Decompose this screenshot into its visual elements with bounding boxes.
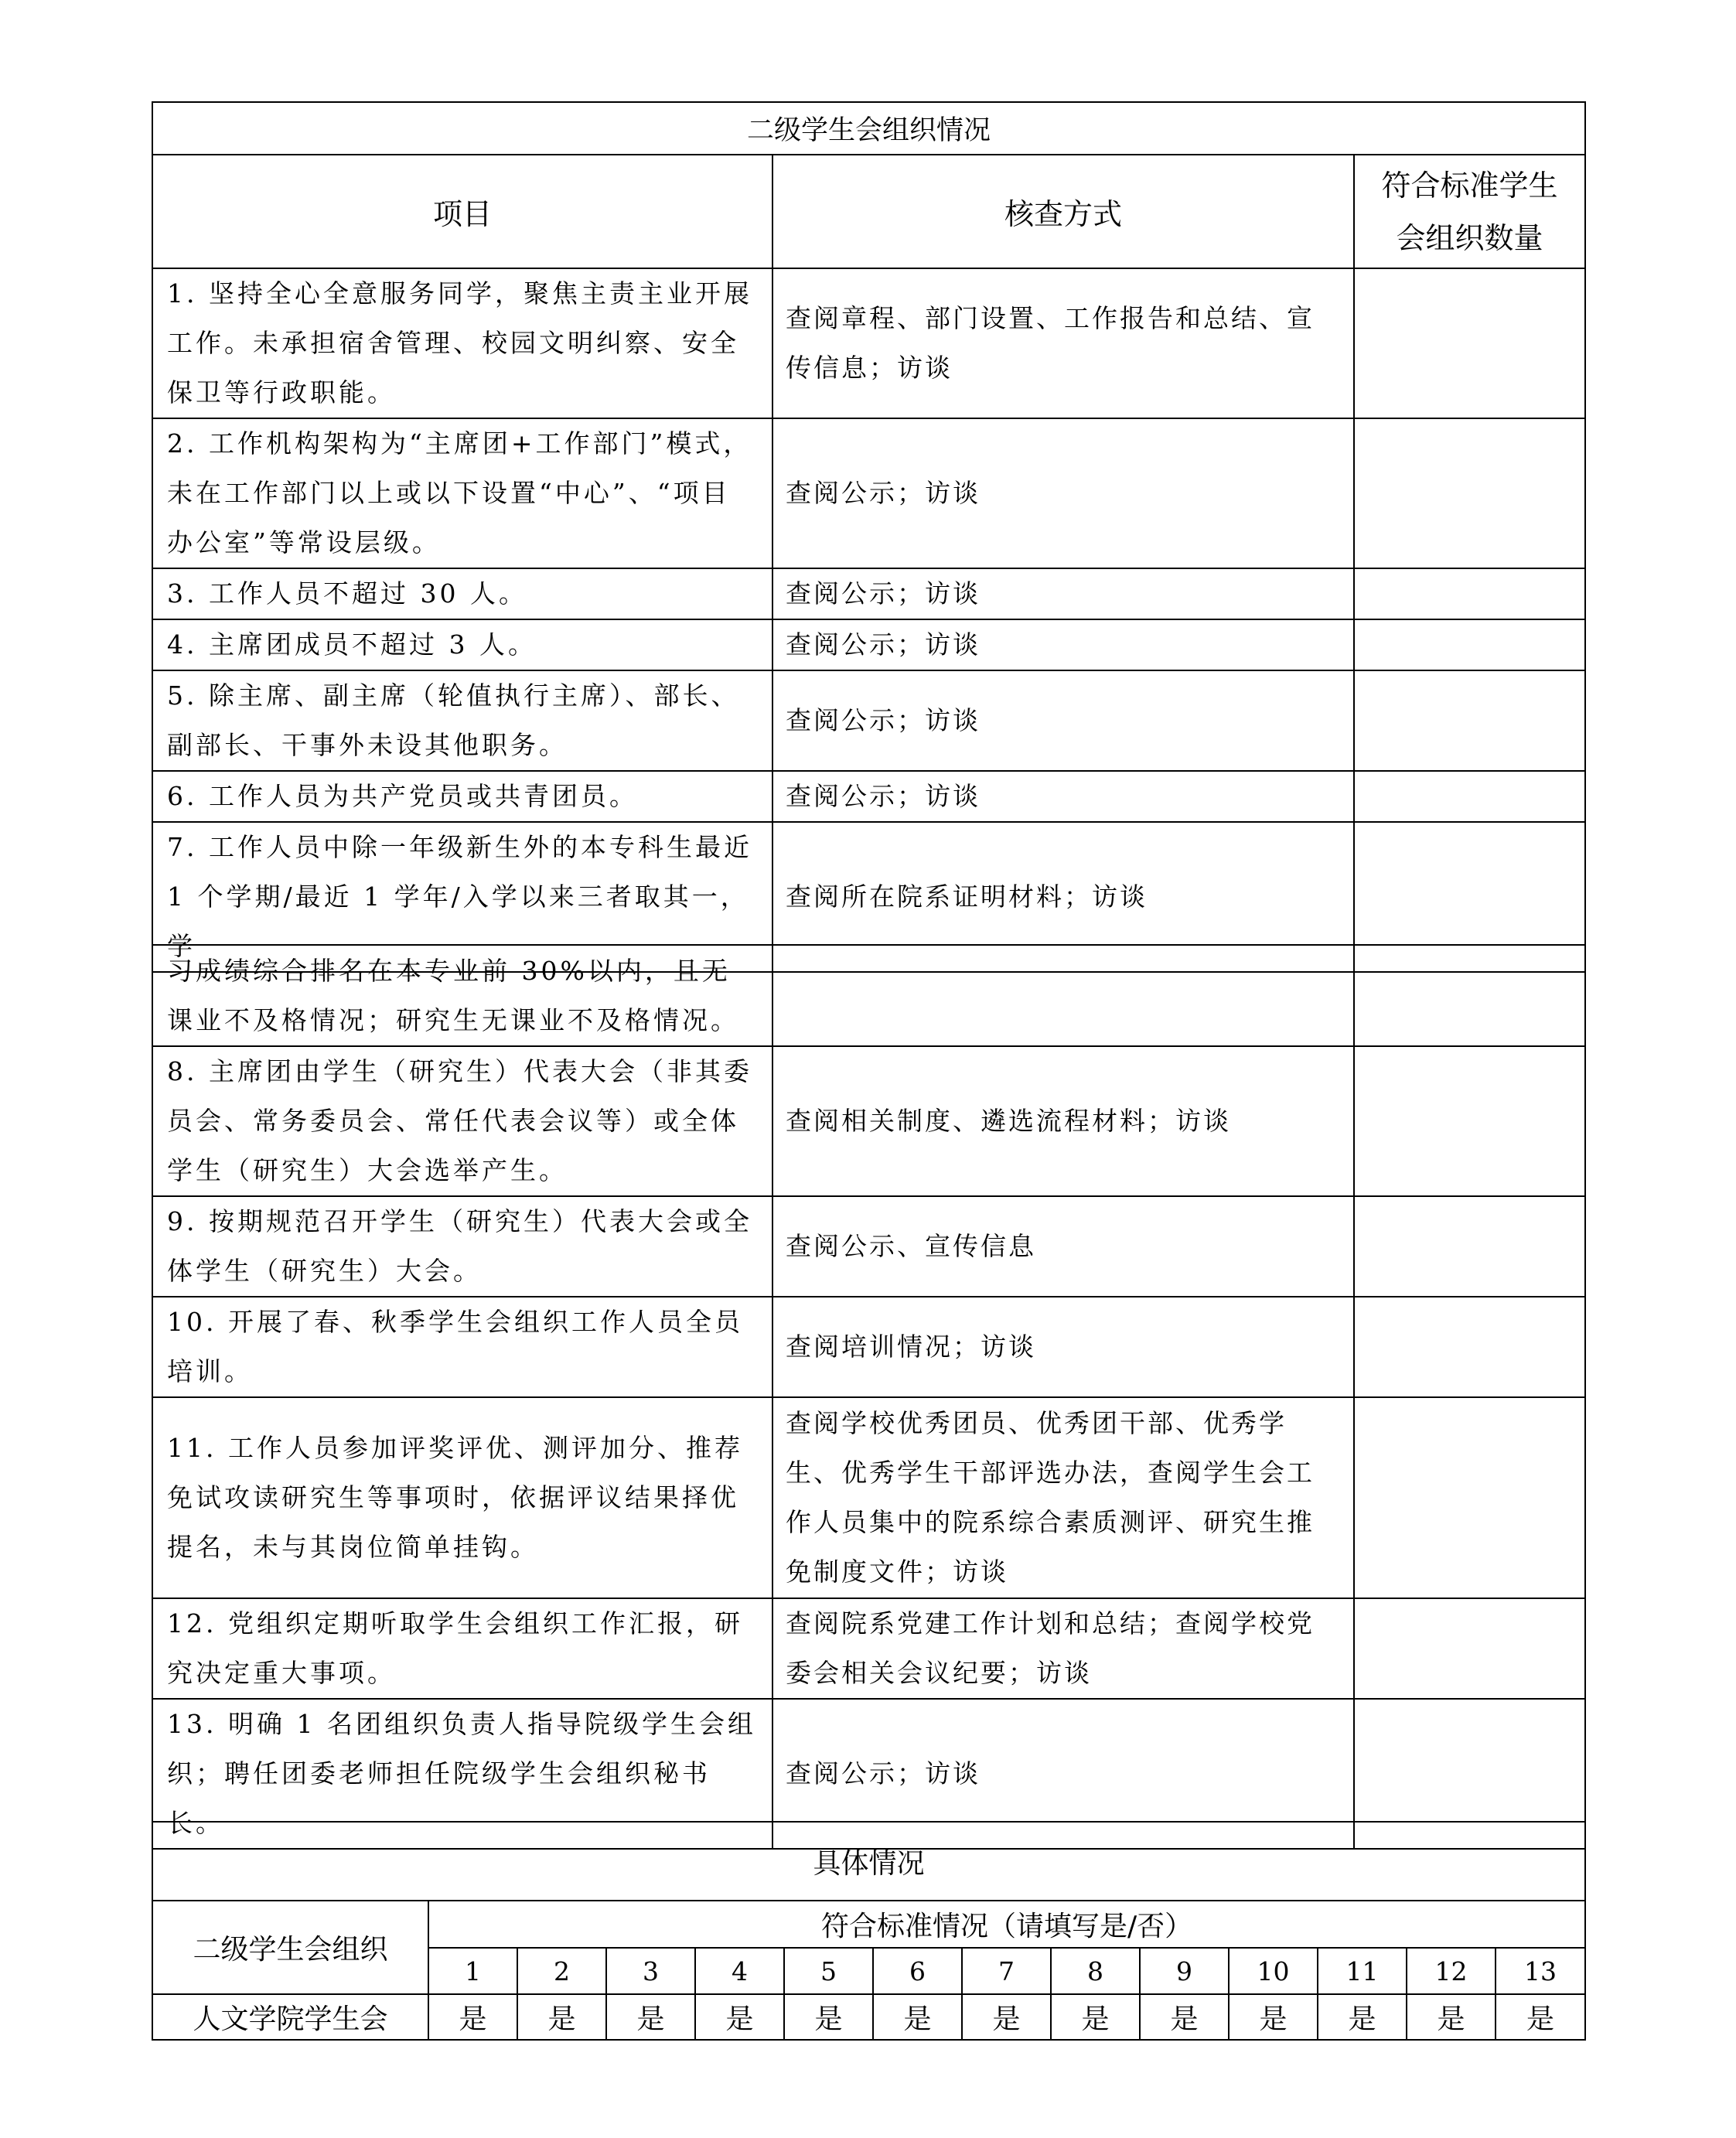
method-text: 查阅公示；访谈 <box>773 619 1354 670</box>
method-text <box>773 945 1354 1046</box>
criterion-number: 7 <box>962 1948 1051 1994</box>
table-row <box>152 418 1585 568</box>
criterion-number: 9 <box>1140 1948 1229 1994</box>
criterion-number: 5 <box>784 1948 873 1994</box>
detail-table <box>152 1821 1586 2041</box>
answer-cell[interactable]: 是 <box>1140 1994 1229 2040</box>
detail-title: 具体情况 <box>152 1822 1585 1901</box>
criterion-number: 13 <box>1496 1948 1585 1994</box>
method-text: 查阅公示；访谈 <box>773 568 1354 619</box>
org-name: 人文学院学生会 <box>152 1994 428 2040</box>
item-text: 13. 明确 1 名团组织负责人指导院级学生会组织；聘任团委老师担任院级学生会组织秘书长。 <box>152 1699 773 1849</box>
item-text: 习成绩综合排名在本专业前 30%以内，且无课业不及格情况；研究生无课业不及格情况。 <box>152 945 773 1046</box>
method-text: 查阅公示；访谈 <box>773 771 1354 822</box>
criterion-number: 12 <box>1407 1948 1496 1994</box>
count-cell[interactable] <box>1354 1297 1585 1397</box>
item-text: 1. 坚持全心全意服务同学，聚焦主责主业开展工作。未承担宿舍管理、校园文明纠察、安全保卫等行政职能。 <box>152 268 773 418</box>
answer-cell[interactable]: 是 <box>1318 1994 1407 2040</box>
table-row <box>152 1297 1585 1397</box>
count-cell[interactable] <box>1354 268 1585 418</box>
item-text: 12. 党组织定期听取学生会组织工作汇报，研究决定重大事项。 <box>152 1598 773 1699</box>
item-text: 7. 工作人员中除一年级新生外的本专科生最近 1 个学期/最近 1 学年/入学以来三者取其一，学 <box>152 822 773 972</box>
table-row <box>152 1397 1585 1598</box>
criterion-number: 4 <box>695 1948 784 1994</box>
count-cell[interactable] <box>1354 1598 1585 1699</box>
answer-cell[interactable]: 是 <box>1051 1994 1140 2040</box>
org-row <box>152 1994 1585 2040</box>
answer-cell[interactable]: 是 <box>784 1994 873 2040</box>
count-cell[interactable] <box>1354 418 1585 568</box>
table-row <box>152 945 1585 1046</box>
method-text: 查阅公示、宣传信息 <box>773 1196 1354 1297</box>
table-row <box>152 619 1585 670</box>
answer-cell[interactable]: 是 <box>606 1994 695 2040</box>
table-row <box>152 1046 1585 1196</box>
header-item: 项目 <box>152 155 773 268</box>
answer-cell[interactable]: 是 <box>873 1994 962 2040</box>
item-text: 11. 工作人员参加评奖评优、测评加分、推荐免试攻读研究生等事项时，依据评议结果择优提名，未与其岗位简单挂钩。 <box>152 1397 773 1598</box>
item-text: 5. 除主席、副主席（轮值执行主席）、部长、副部长、干事外未设其他职务。 <box>152 670 773 771</box>
table-row <box>152 670 1585 771</box>
answer-cell[interactable]: 是 <box>1407 1994 1496 2040</box>
section-title: 二级学生会组织情况 <box>152 102 1585 155</box>
method-text: 查阅公示；访谈 <box>773 418 1354 568</box>
count-cell[interactable] <box>1354 568 1585 619</box>
header-count-line2: 会组织数量 <box>1396 220 1543 255</box>
compliance-header: 符合标准情况（请填写是/否） <box>428 1901 1585 1948</box>
answer-cell[interactable]: 是 <box>695 1994 784 2040</box>
item-text: 3. 工作人员不超过 30 人。 <box>152 568 773 619</box>
count-cell[interactable] <box>1354 1397 1585 1598</box>
item-text: 10. 开展了春、秋季学生会组织工作人员全员培训。 <box>152 1297 773 1397</box>
method-text: 查阅章程、部门设置、工作报告和总结、宣传信息；访谈 <box>773 268 1354 418</box>
method-text: 查阅相关制度、遴选流程材料；访谈 <box>773 1046 1354 1196</box>
item-text: 4. 主席团成员不超过 3 人。 <box>152 619 773 670</box>
answer-cell[interactable]: 是 <box>962 1994 1051 2040</box>
criterion-number: 2 <box>517 1948 606 1994</box>
table-row <box>152 1196 1585 1297</box>
count-cell[interactable] <box>1354 670 1585 771</box>
item-text: 2. 工作机构架构为“主席团+工作部门”模式，未在工作部门以上或以下设置“中心”、“项目办公室”等常设层级。 <box>152 418 773 568</box>
method-text: 查阅所在院系证明材料；访谈 <box>773 822 1354 972</box>
criterion-number: 3 <box>606 1948 695 1994</box>
count-cell[interactable] <box>1354 1196 1585 1297</box>
method-text: 查阅院系党建工作计划和总结；查阅学校党委会相关会议纪要；访谈 <box>773 1598 1354 1699</box>
item-text: 9. 按期规范召开学生（研究生）代表大会或全体学生（研究生）大会。 <box>152 1196 773 1297</box>
header-count <box>1354 155 1585 268</box>
method-text: 查阅培训情况；访谈 <box>773 1297 1354 1397</box>
count-cell[interactable] <box>1354 771 1585 822</box>
item-text: 8. 主席团由学生（研究生）代表大会（非其委员会、常务委员会、常任代表会议等）或全体学生（研究生）大会选举产生。 <box>152 1046 773 1196</box>
criterion-number: 11 <box>1318 1948 1407 1994</box>
count-cell[interactable] <box>1354 945 1585 1046</box>
answer-cell[interactable]: 是 <box>1229 1994 1318 2040</box>
answer-cell[interactable]: 是 <box>1496 1994 1585 2040</box>
method-text: 查阅公示；访谈 <box>773 1699 1354 1849</box>
criterion-number: 1 <box>428 1948 517 1994</box>
header-count-line1: 符合标准学生 <box>1381 168 1558 203</box>
count-cell[interactable] <box>1354 1046 1585 1196</box>
answer-cell[interactable]: 是 <box>428 1994 517 2040</box>
organization-table-part2 <box>152 944 1586 1850</box>
header-method: 核查方式 <box>773 155 1354 268</box>
criterion-number: 6 <box>873 1948 962 1994</box>
item-text: 6. 工作人员为共产党员或共青团员。 <box>152 771 773 822</box>
criterion-number: 8 <box>1051 1948 1140 1994</box>
answer-cell[interactable]: 是 <box>517 1994 606 2040</box>
method-text: 查阅学校优秀团员、优秀团干部、优秀学生、优秀学生干部评选办法，查阅学生会工作人员集中的院系综合素质测评、研究生推免制度文件；访谈 <box>773 1397 1354 1598</box>
org-header: 二级学生会组织 <box>152 1901 428 1994</box>
table-row <box>152 771 1585 822</box>
criterion-number: 10 <box>1229 1948 1318 1994</box>
organization-table-part1 <box>152 101 1586 973</box>
method-text: 查阅公示；访谈 <box>773 670 1354 771</box>
table-row <box>152 1598 1585 1699</box>
table-row <box>152 268 1585 418</box>
table-row <box>152 568 1585 619</box>
count-cell[interactable] <box>1354 619 1585 670</box>
